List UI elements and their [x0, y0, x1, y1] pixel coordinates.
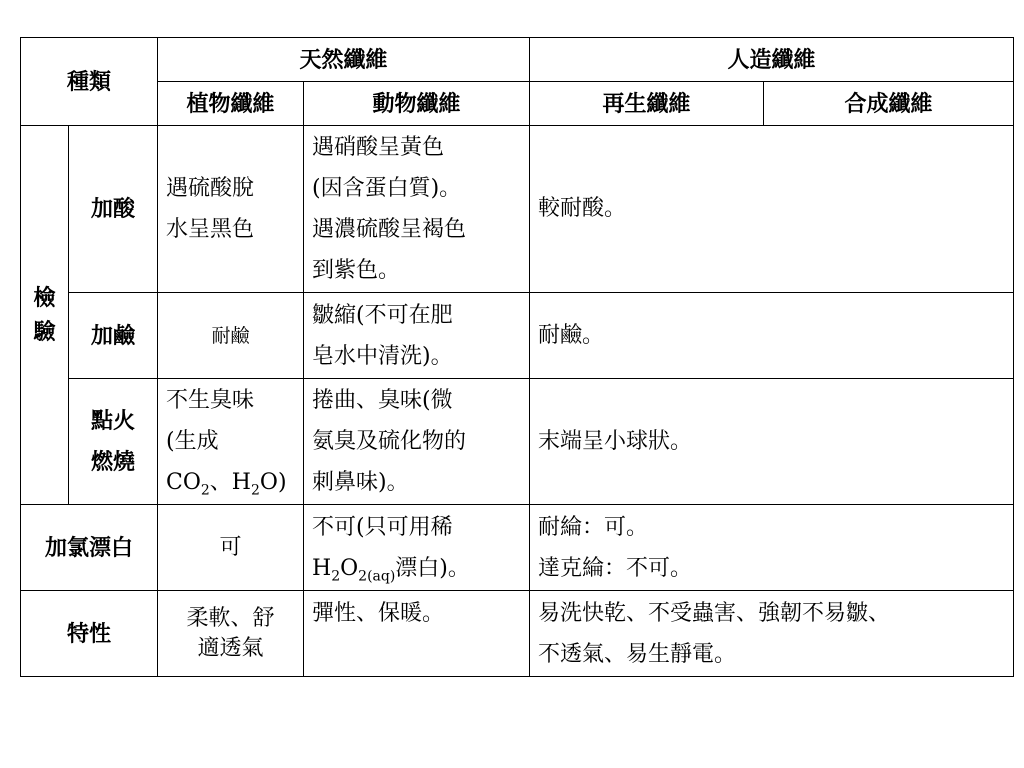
bleach-animal-line-2	[312, 548, 521, 589]
test-group-label-1: 檢	[33, 285, 56, 311]
acid-animal-line-2: (因含蛋白質)。	[312, 176, 462, 201]
acid-animal-cell	[304, 126, 530, 293]
header-animal-fiber-cell	[304, 82, 530, 126]
acid-plant-line-1: 遇硫酸脫	[166, 176, 255, 201]
burn-plant-co-sub: 2	[200, 482, 210, 499]
header-natural-fiber: 天然纖維	[299, 46, 388, 73]
alkali-manmade: 耐鹼。	[538, 322, 605, 348]
alkali-animal-line-2: 皂水中清洗)。	[312, 343, 453, 369]
header-plant-fiber: 植物纖維	[186, 90, 275, 117]
property-plant-line-1: 柔軟、舒	[186, 605, 275, 631]
acid-manmade: 較耐酸。	[538, 196, 627, 221]
bleach-manmade-cell	[530, 505, 1014, 591]
burn-plant-co: CO	[166, 470, 201, 495]
header-synthetic-fiber-cell	[764, 82, 1014, 126]
bleach-label-cell	[21, 505, 158, 591]
bleach-animal-o-sub: 2(aq)	[358, 567, 396, 584]
header-category-cell	[21, 38, 158, 126]
fiber-comparison-table	[20, 37, 1014, 677]
property-label: 特性	[66, 620, 111, 647]
acid-plant-line-2: 水呈黑色	[166, 217, 255, 242]
property-animal-cell	[304, 591, 530, 677]
burn-plant-line-2: (生成	[166, 429, 219, 454]
burn-plant-h-sub: 2	[250, 482, 260, 499]
bleach-animal-o: O	[340, 555, 359, 581]
alkali-plant: 耐鹼	[211, 324, 250, 347]
burn-plant-o: O)	[259, 470, 287, 495]
bleach-animal-h-sub: 2	[331, 567, 341, 584]
header-animal-fiber: 動物纖維	[372, 90, 461, 117]
burn-manmade: 末端呈小球狀。	[538, 428, 693, 454]
property-manmade-line-2: 不透氣、易生靜電。	[538, 641, 737, 667]
bleach-animal-tail: 漂白)。	[395, 555, 470, 581]
bleach-manmade-line-2: 達克綸：不可。	[538, 555, 693, 581]
alkali-plant-cell	[158, 293, 304, 379]
header-category: 種類	[66, 68, 111, 95]
bleach-plant: 可	[219, 534, 242, 560]
alkali-label: 加鹼	[90, 322, 135, 349]
burn-plant-line-3	[166, 462, 295, 503]
bleach-animal-cell	[304, 505, 530, 591]
bleach-plant-cell	[158, 505, 304, 591]
acid-animal-line-4: 到紫色。	[312, 258, 401, 283]
property-animal: 彈性、保暖。	[312, 601, 445, 626]
alkali-animal-cell	[304, 293, 530, 379]
bleach-animal-line-1: 不可(只可用稀	[312, 514, 453, 540]
property-manmade-line-1: 易洗快乾、不受蟲害、強韌不易皺、	[538, 600, 891, 626]
burn-plant-cell	[158, 379, 304, 505]
header-synthetic-fiber: 合成纖維	[844, 90, 933, 117]
property-label-cell	[21, 591, 158, 677]
header-manmade-fiber-cell	[530, 38, 1014, 82]
header-natural-fiber-cell	[158, 38, 530, 82]
bleach-animal-h: H	[312, 555, 332, 581]
alkali-label-cell	[69, 293, 158, 379]
acid-animal-line-3: 遇濃硫酸呈褐色	[312, 217, 467, 242]
property-manmade-cell	[530, 591, 1014, 677]
header-regenerated-fiber: 再生纖維	[602, 90, 691, 117]
burn-plant-sep: 、H	[209, 470, 251, 495]
burn-label-line-2: 燃燒	[90, 448, 135, 475]
burn-animal-line-3: 刺鼻味)。	[312, 470, 409, 495]
acid-animal-line-1: 遇硝酸呈黃色	[312, 135, 445, 160]
header-plant-fiber-cell	[158, 82, 304, 126]
property-plant-line-2: 適透氣	[197, 635, 264, 661]
burn-label-line-1: 點火	[90, 407, 135, 434]
bleach-label: 加氯漂白	[44, 534, 133, 561]
acid-label-cell	[69, 126, 158, 293]
property-plant-cell	[158, 591, 304, 677]
burn-manmade-cell	[530, 379, 1014, 505]
burn-label-cell	[69, 379, 158, 505]
acid-label: 加酸	[90, 196, 135, 222]
burn-animal-line-2: 氨臭及硫化物的	[312, 429, 467, 454]
header-regenerated-fiber-cell	[530, 82, 764, 126]
test-group-cell	[21, 126, 69, 505]
test-group-label-2: 驗	[33, 319, 56, 345]
burn-animal-line-1: 捲曲、臭味(微	[312, 388, 453, 413]
acid-plant-cell	[158, 126, 304, 293]
header-manmade-fiber: 人造纖維	[727, 46, 816, 73]
burn-plant-line-1: 不生臭味	[166, 388, 255, 413]
alkali-manmade-cell	[530, 293, 1014, 379]
burn-animal-cell	[304, 379, 530, 505]
acid-manmade-cell	[530, 126, 1014, 293]
alkali-animal-line-1: 皺縮(不可在肥	[312, 302, 453, 328]
bleach-manmade-line-1: 耐綸：可。	[538, 514, 649, 540]
